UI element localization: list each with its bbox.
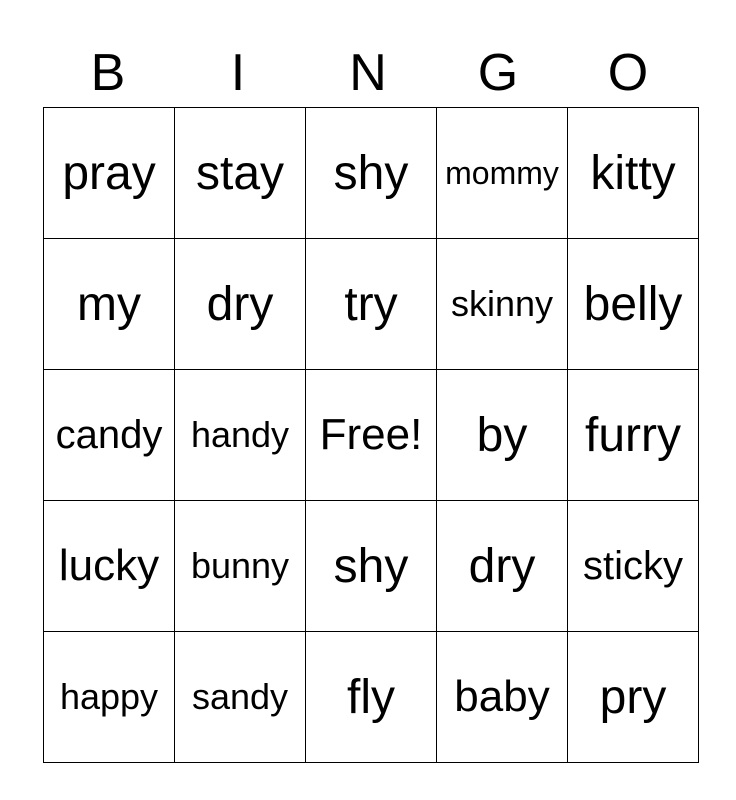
board-row	[44, 108, 699, 239]
bingo-cell: dry	[175, 239, 306, 370]
bingo-board	[43, 107, 699, 763]
bingo-cell: sticky	[568, 501, 699, 632]
bingo-cell: happy	[44, 632, 175, 763]
bingo-cell: kitty	[568, 108, 699, 239]
bingo-cell: fly	[306, 632, 437, 763]
bingo-cell: lucky	[44, 501, 175, 632]
bingo-cell: dry	[437, 501, 568, 632]
bingo-cell: pry	[568, 632, 699, 763]
bingo-cell: mommy	[437, 108, 568, 239]
header-letter-o: O	[607, 44, 649, 102]
bingo-cell: my	[44, 239, 175, 370]
board-row	[44, 370, 699, 501]
header-letter-g: G	[477, 44, 519, 102]
header-letter-n: N	[349, 44, 387, 102]
header-letter-i: I	[230, 44, 246, 102]
bingo-cell: baby	[437, 632, 568, 763]
bingo-cell: pray	[44, 108, 175, 239]
bingo-cell: try	[306, 239, 437, 370]
bingo-cell: candy	[44, 370, 175, 501]
bingo-header	[43, 40, 693, 106]
board-row	[44, 501, 699, 632]
free-space-cell: Free!	[306, 370, 437, 501]
header-letter-b: B	[90, 44, 126, 102]
bingo-cell: skinny	[437, 239, 568, 370]
bingo-cell: belly	[568, 239, 699, 370]
bingo-cell: stay	[175, 108, 306, 239]
bingo-cell: shy	[306, 108, 437, 239]
board-row	[44, 239, 699, 370]
bingo-cell: sandy	[175, 632, 306, 763]
bingo-cell: by	[437, 370, 568, 501]
bingo-cell: handy	[175, 370, 306, 501]
bingo-cell: bunny	[175, 501, 306, 632]
bingo-cell: shy	[306, 501, 437, 632]
board-row	[44, 632, 699, 763]
bingo-cell: furry	[568, 370, 699, 501]
